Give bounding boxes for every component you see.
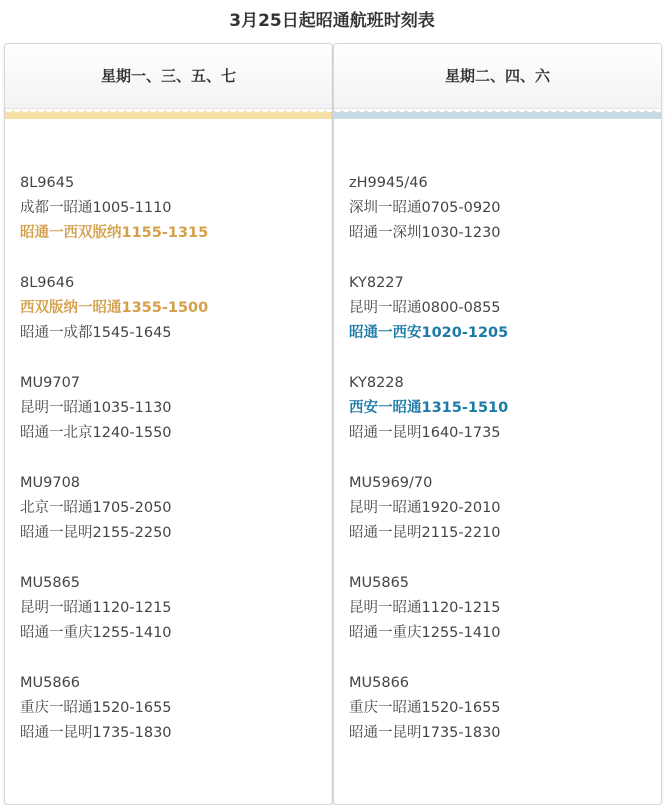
flight-code: zH9945/46 [349, 175, 428, 191]
flight-list [20, 171, 208, 771]
flight-route: 昭通一西安1020-1205 [349, 325, 509, 341]
flight-code: 8L9645 [20, 175, 75, 191]
flight-entry [349, 471, 508, 571]
flight-code: MU9708 [20, 475, 81, 491]
flight-route: 昭通一昆明2155-2250 [20, 525, 172, 541]
flight-route: 昭通一深圳1030-1230 [349, 225, 501, 241]
flight-entry [20, 371, 208, 471]
flight-code: MU5866 [20, 675, 81, 691]
flight-entry [20, 171, 208, 271]
flight-route: 重庆一昭通1520-1655 [349, 700, 501, 716]
flight-entry [349, 271, 508, 371]
flight-route: 昭通一北京1240-1550 [20, 425, 172, 441]
flight-entry [349, 171, 508, 271]
wavy-divider [334, 109, 661, 119]
flight-route: 昭通一西双版纳1155-1315 [20, 225, 209, 241]
flight-route: 昭通一昆明1735-1830 [20, 725, 172, 741]
flight-route: 昭通一昆明1640-1735 [349, 425, 501, 441]
flight-code: MU5865 [349, 575, 410, 591]
flight-route: 昭通一重庆1255-1410 [20, 625, 172, 641]
flight-route: 昆明一昭通1120-1215 [20, 600, 172, 616]
flight-entry [349, 571, 508, 671]
flight-route: 西双版纳一昭通1355-1500 [20, 300, 209, 316]
column-header: 星期二、四、六 [334, 44, 661, 109]
flight-route: 昆明一昭通1035-1130 [20, 400, 172, 416]
flight-entry [20, 271, 208, 371]
flight-route: 昭通一重庆1255-1410 [349, 625, 501, 641]
flight-route: 昆明一昭通1120-1215 [349, 600, 501, 616]
column-header: 星期一、三、五、七 [5, 44, 332, 109]
schedule-column-tue-thu-sat [333, 43, 662, 805]
flight-entry [20, 471, 208, 571]
flight-entry [349, 671, 508, 771]
flight-entry [349, 371, 508, 471]
flight-route: 西安一昭通1315-1510 [349, 400, 509, 416]
flight-code: KY8228 [349, 375, 404, 391]
page-title: 3月25日起昭通航班时刻表 [229, 11, 435, 31]
flight-code: KY8227 [349, 275, 404, 291]
wavy-divider [5, 109, 332, 119]
flight-code: MU5969/70 [349, 475, 433, 491]
flight-code: 8L9646 [20, 275, 75, 291]
flight-route: 昭通一成都1545-1645 [20, 325, 172, 341]
schedule-column-mon-wed-fri-sun [4, 43, 333, 805]
flight-code: MU9707 [20, 375, 81, 391]
flight-route: 北京一昭通1705-2050 [20, 500, 172, 516]
flight-route: 深圳一昭通0705-0920 [349, 200, 501, 216]
flight-route: 昭通一昆明1735-1830 [349, 725, 501, 741]
flight-route: 昭通一昆明2115-2210 [349, 525, 501, 541]
flight-list [349, 171, 508, 771]
flight-code: MU5865 [20, 575, 81, 591]
flight-route: 重庆一昭通1520-1655 [20, 700, 172, 716]
flight-entry [20, 571, 208, 671]
flight-route: 昆明一昭通1920-2010 [349, 500, 501, 516]
flight-code: MU5866 [349, 675, 410, 691]
flight-route: 成都一昭通1005-1110 [20, 200, 172, 216]
flight-route: 昆明一昭通0800-0855 [349, 300, 501, 316]
flight-entry [20, 671, 208, 771]
